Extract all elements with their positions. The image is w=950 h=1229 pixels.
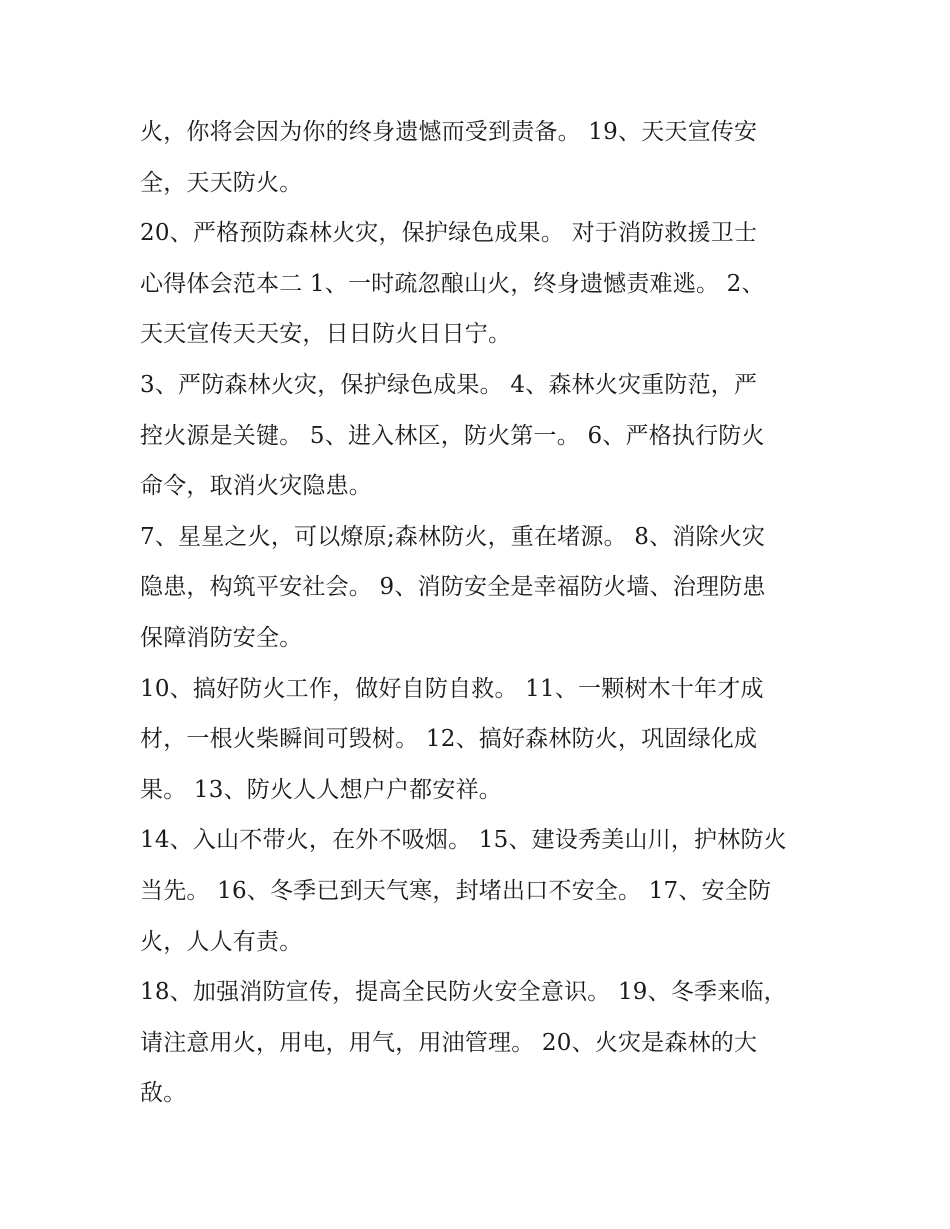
text-line: 14、入山不带火，在外不吸烟。 15、建设秀美山川，护林防火 — [140, 827, 787, 854]
text-line: 隐患，构筑平安社会。 9、消防安全是幸福防火墙、治理防患 — [140, 574, 766, 601]
text-line: 保障消防安全。 — [140, 624, 303, 651]
document-text-body — [140, 107, 820, 1119]
text-line: 天天宣传天天安，日日防火日日宁。 — [140, 321, 512, 348]
text-line: 命令，取消火灾隐患。 — [140, 473, 372, 500]
text-line: 20、严格预防森林火灾，保护绿色成果。 对于消防救援卫士 — [140, 220, 758, 247]
text-line: 材，一根火柴瞬间可毁树。 12、搞好森林防火，巩固绿化成 — [140, 726, 758, 753]
text-line: 火，你将会因为你的终身遗憾而受到责备。 19、天天宣传安 — [140, 119, 758, 145]
text-line: 3、严防森林火灾，保护绿色成果。 4、森林火灾重防范，严 — [140, 371, 758, 398]
text-line: 7、星星之火，可以燎原;森林防火，重在堵源。 8、消除火灾 — [140, 523, 766, 550]
text-line: 当先。 16、冬季已到天气寒，封堵出口不安全。 17、安全防 — [140, 877, 772, 904]
text-line: 果。 13、防火人人想户户都安祥。 — [140, 776, 502, 803]
text-line: 火，人人有责。 — [140, 928, 303, 955]
text-line: 心得体会范本二 1、一时疏忽酿山火，终身遗憾责难逃。 2、 — [140, 270, 765, 297]
text-line: 请注意用火，用电，用气，用油管理。 20、火灾是森林的大 — [140, 1029, 758, 1056]
text-line: 10、搞好防火工作，做好自防自救。 11、一颗树木十年才成 — [140, 675, 764, 702]
text-line: 敌。 — [140, 1080, 187, 1107]
text-line: 18、加强消防宣传，提高全民防火安全意识。 19、冬季来临， — [140, 979, 787, 1006]
text-line: 全，天天防火。 — [140, 169, 303, 196]
text-line: 控火源是关键。 5、进入林区，防火第一。 6、严格执行防火 — [140, 422, 765, 449]
